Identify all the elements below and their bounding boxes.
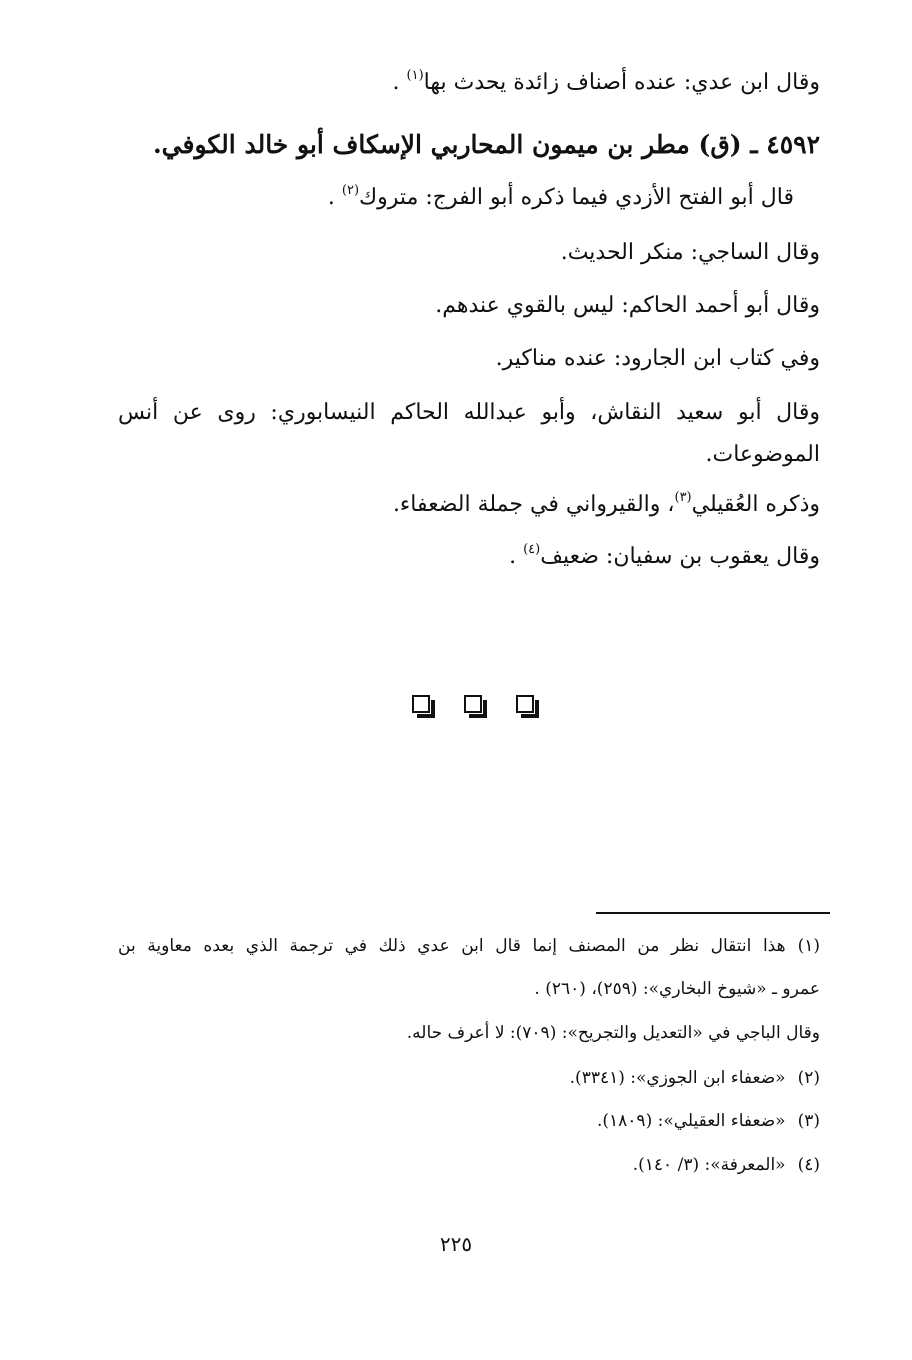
footnote-ref-3: (٣) xyxy=(674,489,692,505)
square-ornament-icon xyxy=(516,695,534,713)
footnote-number-3: (٣) xyxy=(797,1111,820,1131)
entry-name: مطر بن ميمون المحاربي الإسكاف أبو خالد الكوفي. xyxy=(152,130,699,159)
footnote-ref-2: (٢) xyxy=(341,182,360,198)
footnote-number-1: (١) xyxy=(797,936,820,956)
entry-heading: ٤٥٩٢ ـ (ق) مطر بن ميمون المحاربي الإسكاف أبو خالد الكوفي. xyxy=(152,130,820,159)
text-line-uqayli: وذكره العُقيلي$^{(٣)}$، والقيرواني في جملة الضعفاء. xyxy=(392,489,820,517)
square-ornament-icon xyxy=(412,695,430,713)
footnote-number-2: (٢) xyxy=(797,1068,820,1088)
text-line-naqqash: وقال أبو سعيد النقاش، وأبو عبدالله الحاكم النيسابوري: روى عن أنس xyxy=(118,400,820,425)
page-number: ٢٢٥ xyxy=(439,1232,473,1256)
footnote-1-line-2: عمرو ـ «شيوخ البخاري»: (٢٥٩)، (٢٦٠) . xyxy=(534,979,820,999)
footnote-3: (٣)«ضعفاء العقيلي»: (١٨٠٩). xyxy=(597,1108,820,1134)
entry-number: ٤٥٩٢ xyxy=(766,130,820,159)
footnote-ref-4: (٤) xyxy=(523,541,541,557)
square-ornament-icon xyxy=(464,695,482,713)
footnote-ref-1: (١) xyxy=(406,67,424,83)
section-ornaments xyxy=(0,695,912,735)
footnote-4: (٤)«المعرفة»: (٣/ ١٤٠). xyxy=(633,1152,820,1178)
text-line-yaqub: وقال يعقوب بن سفيان: ضعيف$^{(٤)}$ . xyxy=(509,541,820,569)
text-line-ibn-jarud: وفي كتاب ابن الجارود: عنده مناكير. xyxy=(495,346,820,371)
text-line-abu-ahmad: وقال أبو أحمد الحاكم: ليس بالقوي عندهم. xyxy=(435,293,820,318)
footnote-separator xyxy=(596,912,830,914)
text-line-azdi: قال أبو الفتح الأزدي فيما ذكره أبو الفرج: متروك$^{(٢)}$ . xyxy=(327,182,794,210)
footnote-2: (٢)«ضعفاء ابن الجوزي»: (٣٣٤١). xyxy=(570,1065,820,1091)
text-line-mawduat: الموضوعات. xyxy=(705,442,820,467)
text-line-saji: وقال الساجي: منكر الحديث. xyxy=(560,240,820,265)
entry-code: (ق) xyxy=(698,130,742,159)
footnote-1-line-1: (١)هذا انتقال نظر من المصنف إنما قال ابن عدي ذلك في ترجمة الذي بعده معاوية بن xyxy=(118,933,820,959)
text-line-ibn-adi: وقال ابن عدي: عنده أصناف زائدة يحدث بها$^{(١)}$ . xyxy=(392,67,820,95)
footnote-number-4: (٤) xyxy=(797,1155,820,1175)
footnote-1-line-3: وقال الباجي في «التعديل والتجريح»: (٧٠٩): لا أعرف حاله. xyxy=(406,1023,820,1043)
